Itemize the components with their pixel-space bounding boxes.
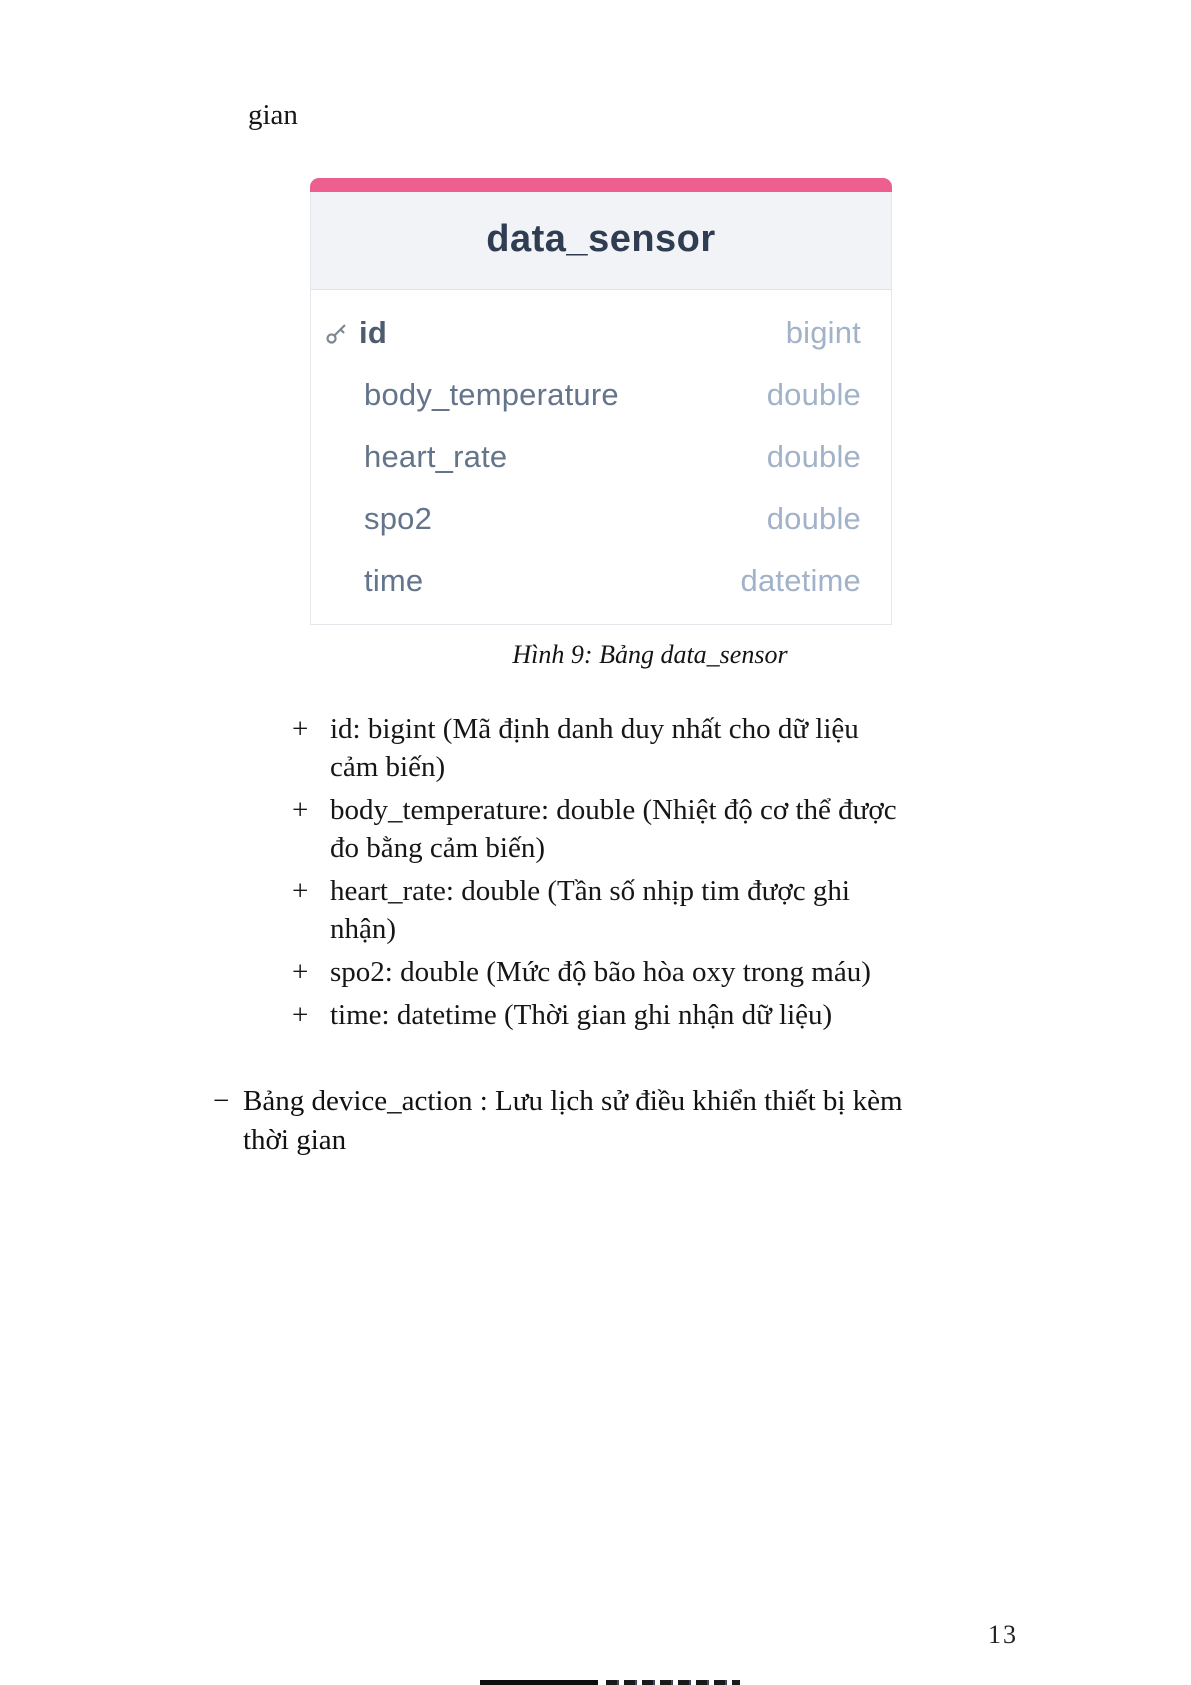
table-row <box>311 426 891 488</box>
er-table-title: data_sensor <box>486 218 716 260</box>
field-type: double <box>766 501 861 536</box>
table-row <box>311 364 891 426</box>
list-item <box>292 791 910 867</box>
list-item-text: id: bigint (Mã định danh duy nhất cho dữ liệu cảm biến) <box>330 713 859 783</box>
er-table-header <box>310 192 892 290</box>
list-item <box>292 953 910 991</box>
plus-bullet: + <box>292 875 309 907</box>
field-name: time <box>364 563 424 598</box>
er-table-rows <box>310 290 892 625</box>
field-name-cell <box>359 315 387 351</box>
plus-bullet: + <box>292 956 309 988</box>
field-type: datetime <box>740 563 861 598</box>
plus-bullet: + <box>292 999 309 1031</box>
plus-bullet: + <box>292 794 309 826</box>
note-text: Bảng device_action : Lưu lịch sử điều khiển thiết bị kèm thời gian <box>243 1085 903 1156</box>
paragraph-fragment-gian: gian <box>248 99 298 131</box>
cropped-bottom-rule-dashed <box>606 1680 740 1685</box>
dash-note-device-action <box>213 1082 943 1160</box>
er-accent-bar <box>310 178 892 192</box>
plus-bullet: + <box>292 713 309 745</box>
list-item-text: spo2: double (Mức độ bão hòa oxy trong máu) <box>330 956 871 988</box>
field-name: heart_rate <box>364 439 508 474</box>
field-name: id <box>359 315 387 350</box>
list-item-text: heart_rate: double (Tần số nhịp tim được ghi nhận) <box>330 875 850 945</box>
dash-bullet: − <box>213 1085 230 1117</box>
field-description-list <box>292 710 910 1039</box>
page-number: 13 <box>988 1620 1018 1649</box>
er-table-data-sensor <box>310 178 892 625</box>
field-name-cell <box>364 501 432 537</box>
list-item-text: time: datetime (Thời gian ghi nhận dữ liệu) <box>330 999 833 1031</box>
list-item <box>292 710 910 786</box>
field-name-cell <box>364 377 619 413</box>
field-name: body_temperature <box>364 377 619 412</box>
table-row <box>311 302 891 364</box>
field-name: spo2 <box>364 501 433 536</box>
field-type: bigint <box>785 315 861 350</box>
list-item-text: body_temperature: double (Nhiệt độ cơ thể được đo bằng cảm biến) <box>330 794 897 864</box>
field-name-cell <box>364 439 507 475</box>
table-row <box>311 550 891 612</box>
cropped-bottom-rule <box>480 1680 598 1685</box>
field-type: double <box>766 439 861 474</box>
table-row <box>311 488 891 550</box>
figure-caption: Hình 9: Bảng data_sensor <box>512 640 788 669</box>
field-name-cell <box>364 563 423 599</box>
key-icon <box>323 320 350 347</box>
field-type: double <box>766 377 861 412</box>
list-item <box>292 872 910 948</box>
list-item <box>292 996 910 1034</box>
